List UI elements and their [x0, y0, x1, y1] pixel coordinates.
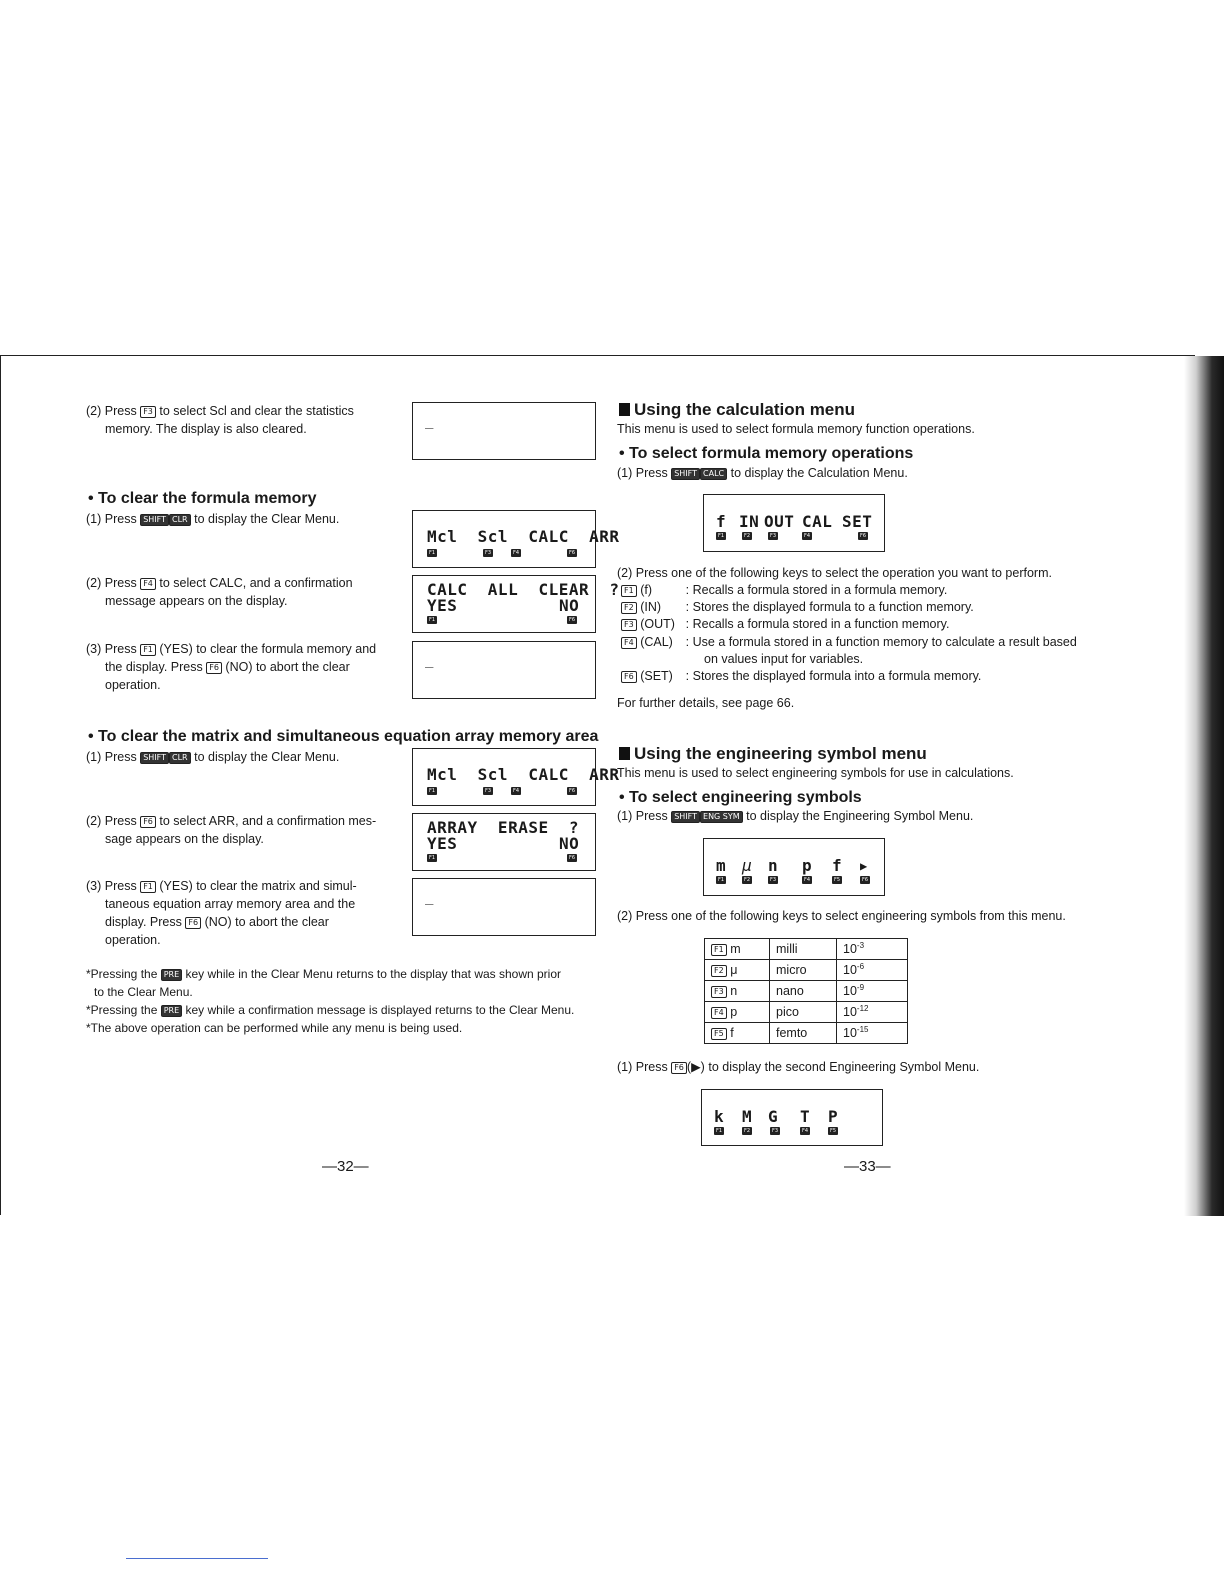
- f1-marker-icon: F1: [717, 877, 725, 883]
- clr-key-icon: CLR: [169, 514, 191, 526]
- eng-step-3: (1) Press F6 (▶) to display the second Engineering Symbol Menu.: [617, 1060, 980, 1074]
- step-formula-1: (1) Press SHIFT CLR to display the Clear Menu.: [86, 512, 340, 526]
- lcd-item-mega: M: [742, 1107, 753, 1126]
- f4-marker-icon: F4: [803, 533, 811, 539]
- heading-clear-formula: • To clear the formula memory: [88, 490, 317, 507]
- lcd-yes: YES: [427, 596, 458, 615]
- f4-marker-icon: F4: [512, 550, 520, 556]
- f1-marker-icon: F1: [715, 1128, 723, 1134]
- table-row: F4 p pico $10^{-12}$: [705, 1002, 908, 1023]
- lcd-item-mu: μ: [742, 856, 753, 875]
- calc-key-icon: CALC: [700, 468, 727, 480]
- f1-marker-icon: F1: [428, 788, 436, 794]
- shift-key-icon: SHIFT: [140, 514, 169, 526]
- lcd-item-in: IN: [739, 512, 760, 531]
- lcd-item-giga: G: [768, 1107, 779, 1126]
- top-rule: [0, 355, 1195, 356]
- table-row: F1 m milli $10^{-3}$: [705, 939, 908, 960]
- shift-key-icon: SHIFT: [671, 811, 700, 823]
- table-row: F3 n nano $10^{-9}$: [705, 981, 908, 1002]
- lcd-item-f: f: [832, 856, 843, 875]
- f6-key-icon: F6: [140, 816, 156, 828]
- lcd-item-peta: P: [828, 1107, 839, 1126]
- notes: *Pressing the PRE key while in the Clear Menu returns to the display that was shown prior to the Clear Menu. *Pressing the PRE key while a confirmation message is displayed returns to the Clear Menu. *The above operation can be performed while any menu is being used.: [86, 967, 575, 1035]
- lcd-formula-cleared: [412, 641, 596, 699]
- f4-key-icon: F4: [711, 1007, 727, 1019]
- lcd-cursor: _: [425, 413, 434, 429]
- calc-menu-intro: This menu is used to select formula memory function operations.: [617, 422, 975, 436]
- heading-calc-menu: Using the calculation menu: [619, 400, 855, 420]
- lcd-stat-cleared: [412, 402, 596, 460]
- lcd-array-confirm: [412, 813, 596, 871]
- heading-clear-matrix: • To clear the matrix and simultaneous equation array memory area: [88, 728, 599, 745]
- op-row-out: F3 (OUT) : Recalls a formula stored in a function memory.: [621, 616, 949, 633]
- f4-key-icon: F4: [621, 637, 637, 649]
- lcd-item-n: n: [768, 856, 779, 875]
- lcd-no: NO: [559, 834, 580, 853]
- heading-eng-menu: Using the engineering symbol menu: [619, 744, 927, 764]
- left-edge-line: [0, 355, 1, 1215]
- f6-marker-icon: F6: [861, 877, 869, 883]
- op-row-cal: F4 (CAL) : Use a formula stored in a function memory to calculate a result based: [621, 634, 1077, 651]
- lcd-confirm-text: CALC ALL CLEAR ?: [427, 580, 620, 599]
- f1-marker-icon: F1: [428, 855, 436, 861]
- lcd-item-k: k: [714, 1107, 725, 1126]
- step-stat-clear: (2) Press F3 to select Scl and clear the statistics memory. The display is also cleared.: [86, 404, 354, 436]
- lcd-item-out: OUT: [764, 512, 795, 531]
- f3-marker-icon: F3: [771, 1128, 779, 1134]
- lcd-matrix-cleared: [412, 878, 596, 936]
- lcd-item-tera: T: [800, 1107, 811, 1126]
- lcd-item-set: SET: [842, 512, 873, 531]
- lcd-yes: YES: [427, 834, 458, 853]
- step-formula-3: (3) Press F1 (YES) to clear the formula memory and the display. Press F6 (NO) to abort the clear operation.: [86, 642, 377, 692]
- subheading-formula-ops: • To select formula memory operations: [619, 445, 914, 462]
- f1-marker-icon: F1: [428, 617, 436, 623]
- f2-key-icon: F2: [621, 602, 637, 614]
- f3-marker-icon: F3: [769, 533, 777, 539]
- pre-key-icon: PRE: [161, 1005, 182, 1017]
- f1-key-icon: F1: [621, 585, 637, 597]
- f1-key-icon: F1: [711, 944, 727, 956]
- lcd-item-m: m: [716, 856, 727, 875]
- f3-marker-icon: F3: [769, 877, 777, 883]
- lcd-item-p: p: [802, 856, 813, 875]
- lcd-eng-menu-2: [701, 1089, 883, 1146]
- calc-step-1: (1) Press SHIFT CALC to display the Calculation Menu.: [617, 466, 908, 480]
- op-row-f: F1 (f) : Recalls a formula stored in a formula memory.: [621, 582, 947, 599]
- eng-step-2: (2) Press one of the following keys to select engineering symbols from this menu.: [617, 909, 1066, 923]
- f6-key-icon: F6: [621, 671, 637, 683]
- op-row-set: F6 (SET) : Stores the displayed formula into a formula memory.: [621, 668, 981, 685]
- lcd-clear-menu-text: Mcl Scl CALC ARR: [427, 765, 620, 784]
- f1-key-icon: F1: [140, 644, 156, 656]
- subheading-eng-symbols: • To select engineering symbols: [619, 789, 862, 806]
- lcd-clear-menu-text: Mcl Scl CALC ARR: [427, 527, 620, 546]
- f2-marker-icon: F2: [743, 1128, 751, 1134]
- pre-key-icon: PRE: [161, 969, 182, 981]
- f6-marker-icon: F6: [568, 550, 576, 556]
- f6-key-icon: F6: [671, 1062, 687, 1074]
- clr-key-icon: CLR: [169, 752, 191, 764]
- bottom-link-rule: [126, 1558, 268, 1559]
- f2-key-icon: F2: [711, 965, 727, 977]
- calc-step-2: (2) Press one of the following keys to select the operation you want to perform.: [617, 566, 1052, 580]
- lcd-cursor: _: [425, 652, 434, 668]
- f3-key-icon: F3: [140, 406, 156, 418]
- lcd-item-next: ▶: [860, 859, 868, 873]
- f3-marker-icon: F3: [484, 788, 492, 794]
- f2-marker-icon: F2: [743, 877, 751, 883]
- f3-key-icon: F3: [711, 986, 727, 998]
- op-row-in: F2 (IN) : Stores the displayed formula to a function memory.: [621, 599, 974, 616]
- lcd-item-cal: CAL: [802, 512, 833, 531]
- f5-key-icon: F5: [711, 1028, 727, 1040]
- lcd-clear-menu: [412, 510, 620, 568]
- f3-key-icon: F3: [621, 619, 637, 631]
- f4-marker-icon: F4: [512, 788, 520, 794]
- f1-marker-icon: F1: [428, 550, 436, 556]
- f4-marker-icon: F4: [801, 1128, 809, 1134]
- f6-key-icon: F6: [185, 917, 201, 929]
- step-formula-2: (2) Press F4 to select CALC, and a confirmation message appears on the display.: [86, 576, 353, 608]
- f5-marker-icon: F5: [829, 1128, 837, 1134]
- f3-marker-icon: F3: [484, 550, 492, 556]
- shift-key-icon: SHIFT: [671, 468, 700, 480]
- f4-marker-icon: F4: [803, 877, 811, 883]
- f5-marker-icon: F5: [833, 877, 841, 883]
- f1-marker-icon: F1: [717, 533, 725, 539]
- op-row-cal-cont: on values input for variables.: [704, 652, 864, 666]
- eng-sym-key-icon: ENG SYM: [700, 811, 743, 823]
- page-number-right: —33—: [844, 1158, 891, 1175]
- right-scan-edge: [1184, 356, 1224, 1216]
- eng-menu-intro: This menu is used to select engineering symbols for use in calculations.: [617, 766, 1014, 780]
- step-matrix-3: (3) Press F1 (YES) to clear the matrix and simul- taneous equation array memory area and the display. Press F6 (NO) to abort the clear operation.: [86, 879, 357, 947]
- shift-key-icon: SHIFT: [140, 752, 169, 764]
- lcd-no: NO: [559, 596, 580, 615]
- lcd-item-f: f: [716, 512, 727, 531]
- eng-step-1: (1) Press SHIFT ENG SYM to display the Engineering Symbol Menu.: [617, 809, 974, 823]
- lcd-confirm-text: ARRAY ERASE ?: [427, 818, 579, 837]
- f6-key-icon: F6: [206, 662, 222, 674]
- eng-symbol-table: [704, 938, 908, 1044]
- f6-marker-icon: F6: [568, 855, 576, 861]
- table-row: F2 μ micro $10^{-6}$: [705, 960, 908, 981]
- f6-marker-icon: F6: [568, 788, 576, 794]
- lcd-clear-menu-2: [412, 748, 620, 806]
- f6-marker-icon: F6: [859, 533, 867, 539]
- lcd-eng-menu: [703, 838, 885, 896]
- lcd-cursor: _: [425, 889, 434, 905]
- f6-marker-icon: F6: [568, 617, 576, 623]
- f1-key-icon: F1: [140, 881, 156, 893]
- table-row: F5 f femto $10^{-15}$: [705, 1023, 908, 1044]
- further-details: For further details, see page 66.: [617, 696, 795, 710]
- lcd-calc-menu: [703, 494, 885, 552]
- step-matrix-1: (1) Press SHIFT CLR to display the Clear Menu.: [86, 750, 340, 764]
- page-number-left: —32—: [322, 1158, 369, 1175]
- lcd-calc-confirm: [412, 575, 620, 633]
- f4-key-icon: F4: [140, 578, 156, 590]
- f2-marker-icon: F2: [743, 533, 751, 539]
- step-matrix-2: (2) Press F6 to select ARR, and a confirmation mes- sage appears on the display.: [86, 814, 377, 846]
